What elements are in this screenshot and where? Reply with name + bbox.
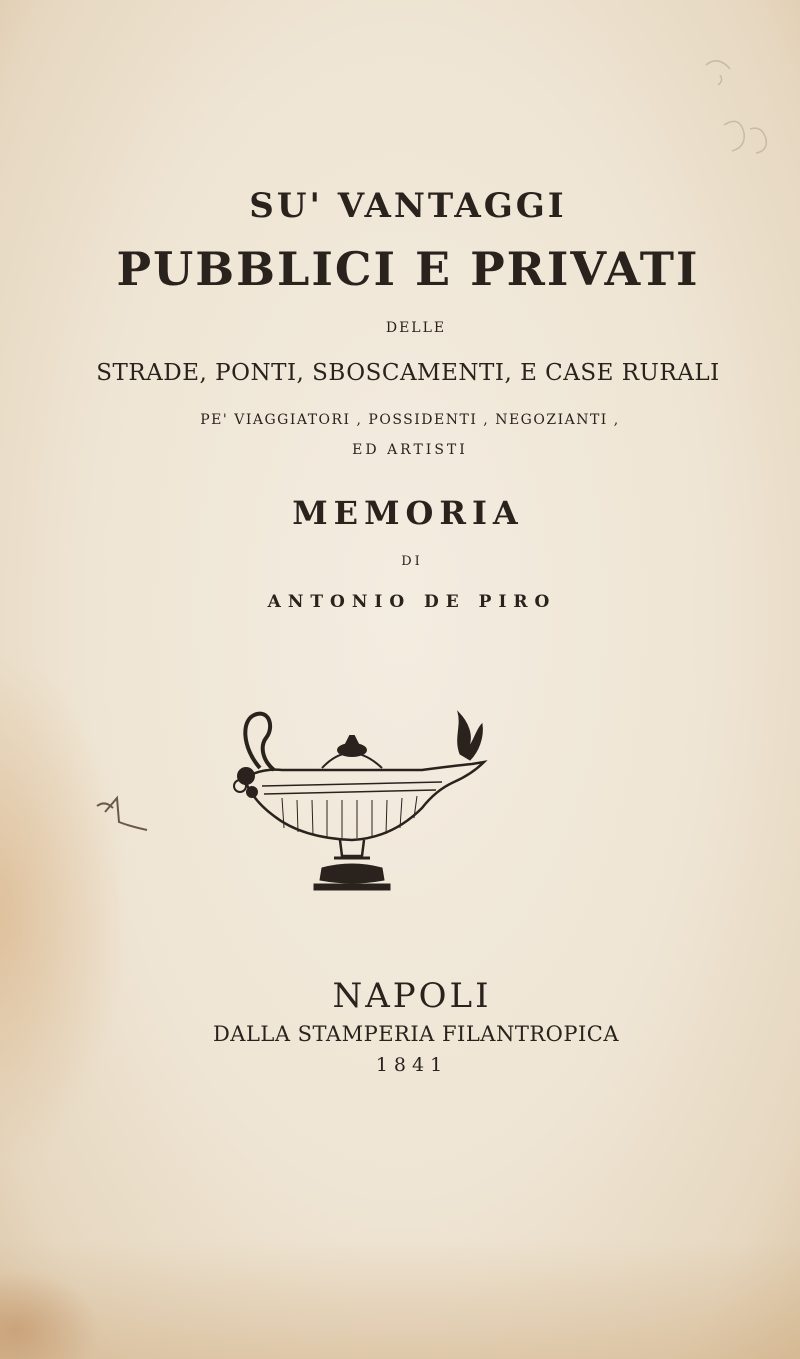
place-of-publication: NAPOLI [332,976,492,1016]
main-title: PUBBLICI E PRIVATI [116,242,700,296]
title-line-1: SU' VANTAGGI [249,186,567,226]
subtitle: STRADE, PONTI, SBOSCAMENTI, E CASE RURALI [96,360,720,386]
pencil-mark-icon [95,792,155,832]
paper-stain [0,1240,800,1359]
year: 1841 [375,1054,449,1076]
by-line: DI [401,554,423,569]
subtitle-audience-2: ED ARTISTI [352,442,468,458]
pencil-mark-icon [700,55,780,165]
paper-stain [0,1270,100,1359]
oil-lamp-icon [222,708,492,893]
title-line-3: DELLE [385,320,447,336]
memoria-heading: MEMORIA [292,494,524,532]
paper-stain [0,650,130,1170]
subtitle-audience: PE' VIAGGIATORI , POSSIDENTI , NEGOZIANTI , [200,412,620,428]
author-name: ANTONIO DE PIRO [267,592,557,612]
printer: DALLA STAMPERIA FILANTROPICA [212,1022,620,1046]
